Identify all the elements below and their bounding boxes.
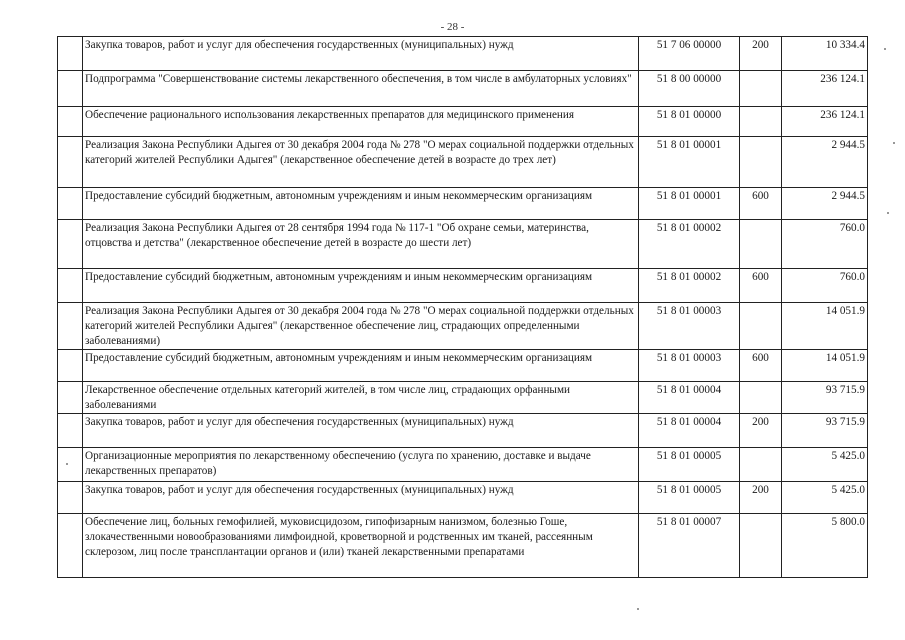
item-code: 51 8 01 00003	[639, 350, 740, 382]
item-amount: 2 944.5	[782, 188, 868, 220]
item-name: Закупка товаров, работ и услуг для обеспечения государственных (муниципальных) нужд	[83, 482, 639, 514]
budget-table	[57, 36, 868, 578]
item-name: Предоставление субсидий бюджетным, автономным учреждениям и иным некоммерческим организациям	[83, 269, 639, 303]
page-number: - 28 -	[440, 21, 465, 33]
blank-cell	[58, 303, 83, 350]
blank-cell	[58, 188, 83, 220]
item-amount: 2 944.5	[782, 137, 868, 188]
expense-type	[740, 71, 782, 107]
item-name: Реализация Закона Республики Адыгея от 28 сентября 1994 года № 117-1 "Об охране семьи, материнства, отцовства и детства" (лекарственное обеспечение детей в возрасте до шести лет)	[83, 220, 639, 269]
blank-cell	[58, 71, 83, 107]
item-amount: 236 124.1	[782, 71, 868, 107]
item-amount: 10 334.4	[782, 37, 868, 71]
scan-speck	[893, 142, 895, 144]
expense-type: 600	[740, 269, 782, 303]
item-amount: 93 715.9	[782, 382, 868, 414]
blank-cell	[58, 269, 83, 303]
expense-type: 200	[740, 482, 782, 514]
scan-speck	[637, 608, 639, 610]
blank-cell	[58, 107, 83, 137]
table-row	[58, 514, 868, 578]
item-amount: 5 800.0	[782, 514, 868, 578]
expense-type	[740, 448, 782, 482]
item-name: Обеспечение лиц, больных гемофилией, муковисцидозом, гипофизарным нанизмом, болезнью Гоше, злокачественными новообразованиями лимфоидной, кроветворной и родственных им тканей, рассеянным склерозом, лиц после трансплантации органов и (или) тканей лекарственными препаратами	[83, 514, 639, 578]
table-row	[58, 448, 868, 482]
item-name: Предоставление субсидий бюджетным, автономным учреждениям и иным некоммерческим организациям	[83, 350, 639, 382]
expense-type	[740, 514, 782, 578]
blank-cell	[58, 137, 83, 188]
expense-type	[740, 303, 782, 350]
item-name: Реализация Закона Республики Адыгея от 30 декабря 2004 года № 278 "О мерах социальной поддержки отдельных категорий жителей Республики Адыгея" (лекарственное обеспечение детей в возрасте до трех лет)	[83, 137, 639, 188]
expense-type	[740, 137, 782, 188]
expense-type: 600	[740, 350, 782, 382]
item-code: 51 8 01 00007	[639, 514, 740, 578]
table-row	[58, 188, 868, 220]
item-name: Реализация Закона Республики Адыгея от 30 декабря 2004 года № 278 "О мерах социальной поддержки отдельных категорий жителей Республики Адыгея" (лекарственное обеспечение лиц, страдающих определенными заболеваниями)	[83, 303, 639, 350]
item-code: 51 8 01 00002	[639, 269, 740, 303]
table-row	[58, 71, 868, 107]
blank-cell	[58, 37, 83, 71]
scan-speck	[887, 212, 889, 214]
table-row	[58, 414, 868, 448]
item-name: Закупка товаров, работ и услуг для обеспечения государственных (муниципальных) нужд	[83, 37, 639, 71]
expense-type: 200	[740, 414, 782, 448]
item-amount: 760.0	[782, 269, 868, 303]
table-row	[58, 382, 868, 414]
item-amount: 93 715.9	[782, 414, 868, 448]
item-code: 51 8 01 00005	[639, 448, 740, 482]
expense-type: 600	[740, 188, 782, 220]
table-row	[58, 303, 868, 350]
item-name: Организационные мероприятия по лекарственному обеспечению (услуга по хранению, доставке и выдаче лекарственных препаратов)	[83, 448, 639, 482]
item-name: Лекарственное обеспечение отдельных категорий жителей, в том числе лиц, страдающих орфанными заболеваниями	[83, 382, 639, 414]
item-code: 51 8 00 00000	[639, 71, 740, 107]
item-name: Предоставление субсидий бюджетным, автономным учреждениям и иным некоммерческим организациям	[83, 188, 639, 220]
blank-cell	[58, 448, 83, 482]
item-code: 51 8 01 00004	[639, 414, 740, 448]
item-code: 51 8 01 00001	[639, 137, 740, 188]
scan-speck	[66, 463, 68, 465]
table-row	[58, 350, 868, 382]
expense-type	[740, 220, 782, 269]
item-code: 51 8 01 00000	[639, 107, 740, 137]
item-code: 51 8 01 00001	[639, 188, 740, 220]
expense-type	[740, 382, 782, 414]
table-row	[58, 220, 868, 269]
item-code: 51 8 01 00005	[639, 482, 740, 514]
item-amount: 236 124.1	[782, 107, 868, 137]
item-code: 51 8 01 00002	[639, 220, 740, 269]
expense-type	[740, 107, 782, 137]
table-row	[58, 269, 868, 303]
item-amount: 5 425.0	[782, 448, 868, 482]
blank-cell	[58, 350, 83, 382]
item-name: Закупка товаров, работ и услуг для обеспечения государственных (муниципальных) нужд	[83, 414, 639, 448]
expense-type: 200	[740, 37, 782, 71]
table-row	[58, 482, 868, 514]
item-code: 51 8 01 00004	[639, 382, 740, 414]
table-row	[58, 107, 868, 137]
blank-cell	[58, 414, 83, 448]
blank-cell	[58, 514, 83, 578]
table-row	[58, 137, 868, 188]
item-code: 51 8 01 00003	[639, 303, 740, 350]
blank-cell	[58, 382, 83, 414]
item-amount: 5 425.0	[782, 482, 868, 514]
item-amount: 14 051.9	[782, 350, 868, 382]
item-amount: 14 051.9	[782, 303, 868, 350]
item-code: 51 7 06 00000	[639, 37, 740, 71]
item-name: Обеспечение рационального использования лекарственных препаратов для медицинского применения	[83, 107, 639, 137]
item-amount: 760.0	[782, 220, 868, 269]
table-row	[58, 37, 868, 71]
blank-cell	[58, 220, 83, 269]
item-name: Подпрограмма "Совершенствование системы лекарственного обеспечения, в том числе в амбулаторных условиях"	[83, 71, 639, 107]
blank-cell	[58, 482, 83, 514]
scan-speck	[884, 48, 886, 50]
